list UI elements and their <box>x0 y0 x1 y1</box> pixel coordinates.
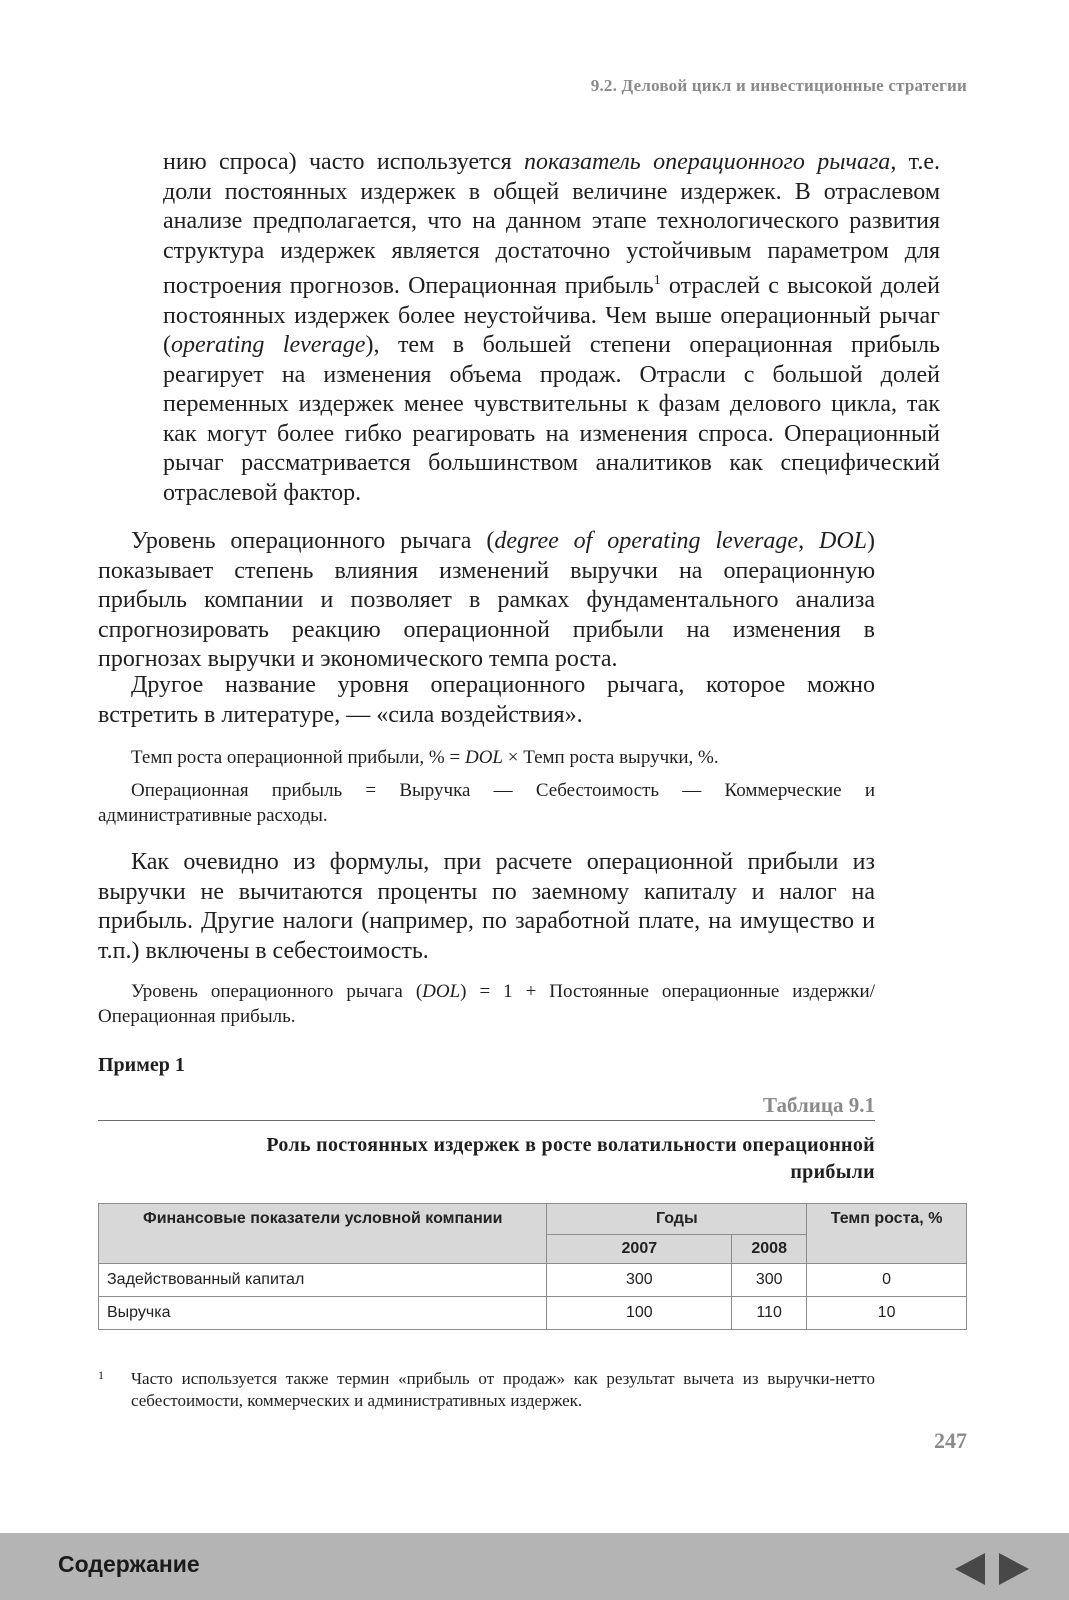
caption-line: Роль постоянных издержек в росте волатильности операционной <box>266 1134 875 1156</box>
table-caption <box>175 1132 875 1186</box>
text: Как очевидно из формулы, при расчете операционной прибыли из выручки не вычитаются проценты по заемному капиталу и налог на прибыль. Другие налоги (например, по заработной плате, на имущество и т.п.) включены в себестоимость. <box>98 849 875 964</box>
emphasis: degree of operating leverage, DOL <box>494 528 867 554</box>
header-indicator: Финансовые показатели условной компании <box>99 1204 547 1264</box>
table-label: Таблица 9.1 <box>763 1093 875 1117</box>
bottom-navigation-bar <box>0 1533 1069 1600</box>
page-number: 247 <box>934 1428 967 1453</box>
table-row <box>99 1297 967 1330</box>
formula-operating-profit: Операционная прибыль = Выручка — Себестоимость — Коммерческие и административные расходы. <box>98 780 875 826</box>
text: Уровень операционного рычага ( <box>131 528 495 554</box>
data-table <box>98 1203 967 1330</box>
cell-2008: 110 <box>732 1297 807 1330</box>
next-page-icon[interactable] <box>999 1553 1029 1585</box>
footnote-text: Часто используется также термин «прибыль от продаж» как результат вычета из выручки-нетто себестоимости, коммерческих и административных издержек. <box>131 1369 875 1410</box>
paragraph-alternate-name <box>98 671 875 730</box>
previous-page-icon[interactable] <box>955 1553 985 1585</box>
cell-2007: 100 <box>547 1297 732 1330</box>
text: , т.е. доли постоянных издержек в общей величине издержек. В отраслевом анализе предполагается, что на данном этапе технологического развития структура издержек является достаточно устойчивым параметром для построения прогнозов. Операционная прибыль <box>163 149 940 299</box>
running-header: 9.2. Деловой цикл и инвестиционные стратегии <box>590 76 967 95</box>
cell-2007: 300 <box>547 1264 732 1297</box>
text: Темп роста операционной прибыли, % = <box>131 747 465 768</box>
cell-2008: 300 <box>732 1264 807 1297</box>
formula-dol <box>98 979 875 1029</box>
text: отраслей с высокой долей постоянных издержек более неустойчива. Чем выше операционный рычаг ( <box>163 273 940 358</box>
text: Уровень операционного рычага ( <box>131 981 423 1002</box>
text: ), тем в большей степени операционная прибыль реагирует на изменения объема продаж. Отрасли с большой долей переменных издержек менее чувствительны к фазам делового цикла, так как могут более гибко реагировать на изменения спроса. Операционный рычаг рассматривается большинством аналитиков как специфический отраслевой фактор. <box>163 332 940 506</box>
text: Другое название уровня операционного рычага, которое можно встретить в литературе, — «сила воздействия». <box>98 672 875 728</box>
text: ) показывает степень влияния изменений выручки на операционную прибыль компании и позволяет в рамках фундаментального анализа спрогнозировать реакцию операционной прибыли на изменения в прогнозах выручки и экономического темпа роста. <box>98 528 875 672</box>
table-header-row <box>99 1204 967 1235</box>
example-heading: Пример 1 <box>98 1054 185 1076</box>
footnote-reference[interactable]: 1 <box>653 273 661 288</box>
cell-growth: 10 <box>807 1297 967 1330</box>
emphasis: показатель операционного рычага <box>523 149 891 175</box>
text: × Темп роста выручки, %. <box>502 747 719 768</box>
footnote-mark: 1 <box>98 1368 104 1382</box>
row-label: Выручка <box>99 1297 547 1330</box>
table-row <box>99 1264 967 1297</box>
paragraph-formula-note <box>98 848 875 966</box>
header-year-2008: 2008 <box>732 1235 807 1264</box>
header-growth: Темп роста, % <box>807 1204 967 1264</box>
caption-line: прибыли <box>790 1161 875 1183</box>
row-label: Задействованный капитал <box>99 1264 547 1297</box>
header-years: Годы <box>547 1204 807 1235</box>
formula-growth <box>98 745 908 770</box>
text: ) = 1 + Постоянные операционные издержки/Операционная прибыль. <box>98 981 875 1027</box>
emphasis: operating leverage <box>171 332 366 358</box>
paragraph-dol-definition <box>98 527 875 675</box>
emphasis: DOL <box>422 981 461 1002</box>
table-divider <box>98 1120 875 1121</box>
emphasis: DOL <box>464 747 503 768</box>
paragraph-operating-leverage <box>98 148 940 508</box>
footnote <box>98 1368 875 1412</box>
cell-growth: 0 <box>807 1264 967 1297</box>
header-year-2007: 2007 <box>547 1235 732 1264</box>
contents-link[interactable]: Содержание <box>58 1551 200 1577</box>
text: нию спроса) часто используется <box>163 149 524 175</box>
